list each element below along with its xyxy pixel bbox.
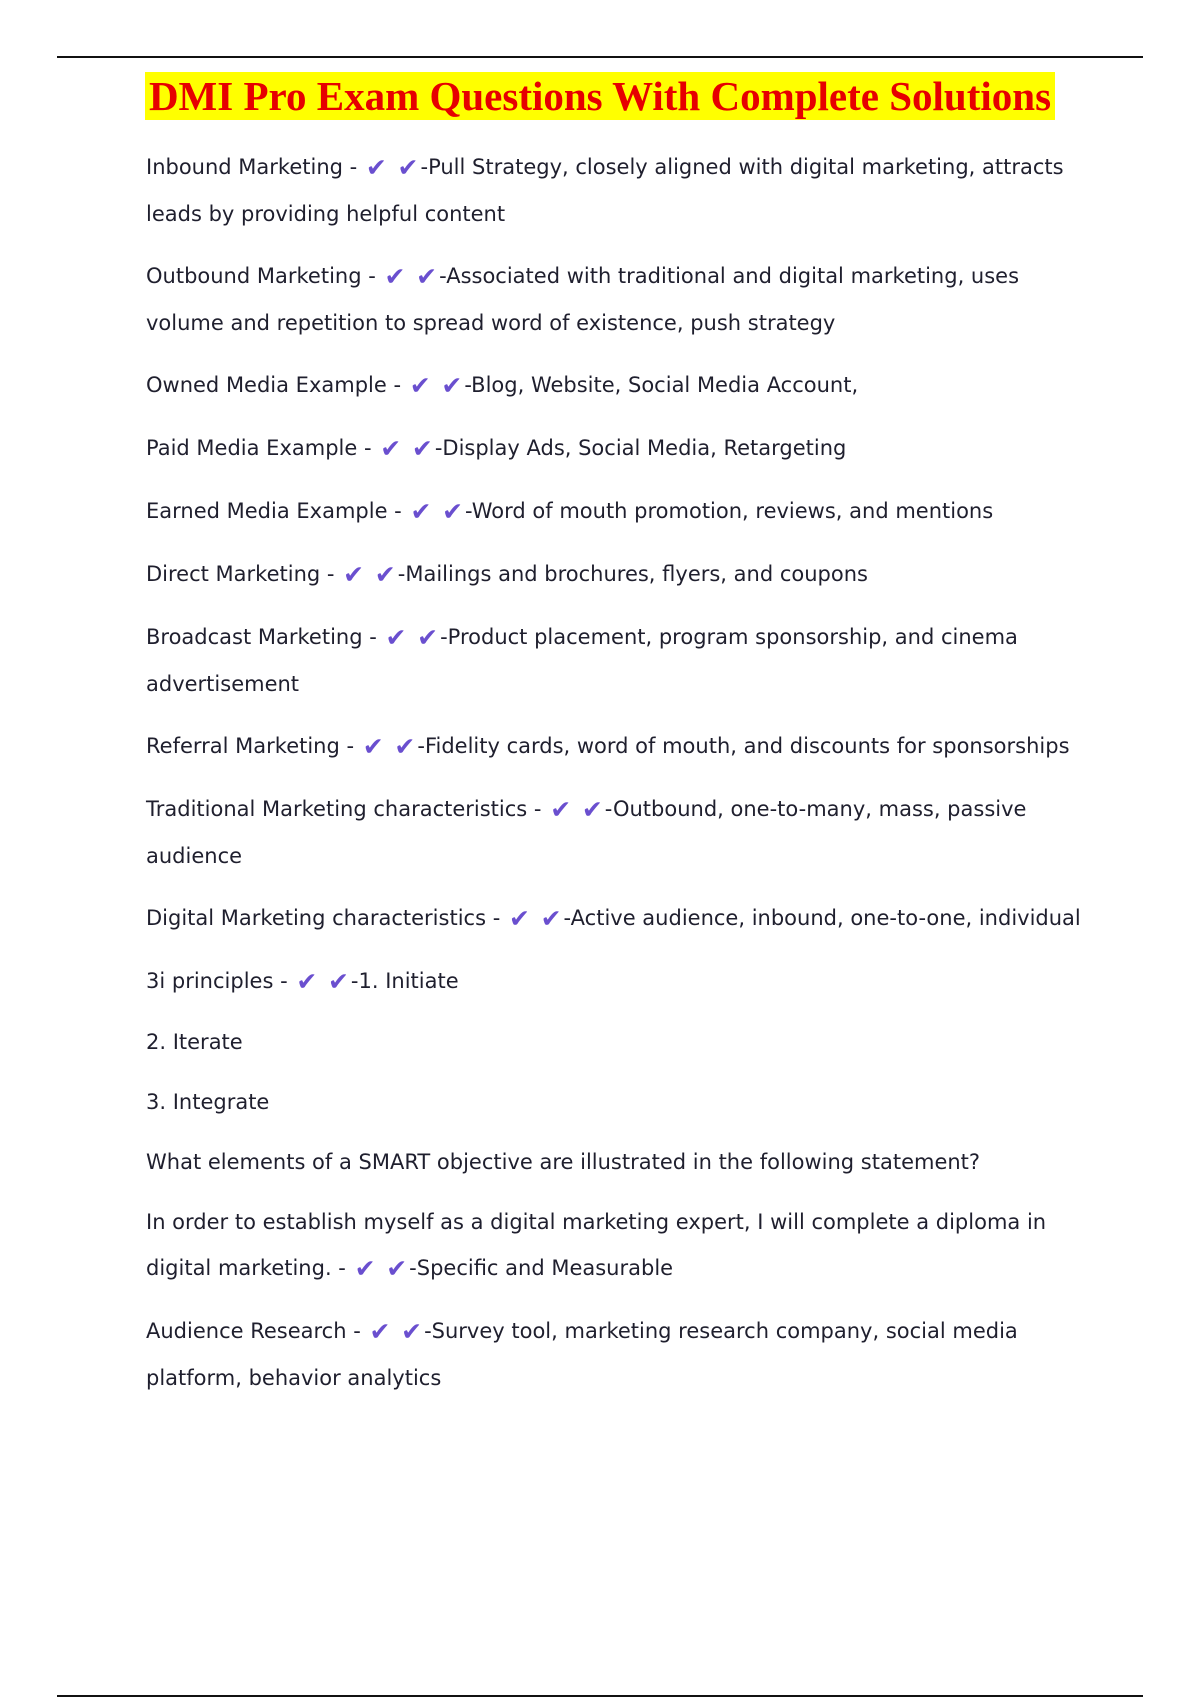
checkmark-icon: ✔	[508, 904, 530, 933]
entry-term: 3i principles	[146, 969, 274, 993]
entry-term: Earned Media Example	[146, 499, 388, 523]
entry-term: Paid Media Example	[146, 436, 358, 460]
checkmark-icon: ✔	[385, 623, 407, 652]
qa-entry: Earned Media Example - ✔ ✔-Word of mouth promotion, reviews, and mentions	[146, 488, 1096, 535]
entry-answer: Pull Strategy, closely aligned with digital marketing, attracts leads by providing helpful content	[146, 155, 1064, 226]
checkmark-icon: ✔	[384, 262, 406, 291]
checkmark-icon: ✔	[397, 153, 419, 182]
entry-answer: 1. Initiate	[358, 969, 459, 993]
qa-entry: 3i principles - ✔ ✔-1. Initiate	[146, 958, 1096, 1005]
checkmark-icon: ✔	[354, 1254, 376, 1283]
entry-answer: Survey tool, marketing research company, social media platform, behavior analytics	[146, 1319, 1018, 1390]
checkmark-icon: ✔	[442, 497, 464, 526]
entry-answer: Mailings and brochures, flyers, and coupons	[405, 562, 868, 586]
checkmark-icon: ✔	[581, 795, 603, 824]
entry-answer: Associated with traditional and digital marketing, uses volume and repetition to spread word of existence, push strategy	[146, 264, 1020, 335]
qa-entry: Broadcast Marketing - ✔ ✔-Product placement, program sponsorship, and cinema advertisement	[146, 614, 1096, 707]
qa-entry: Referral Marketing - ✔ ✔-Fidelity cards, word of mouth, and discounts for sponsorships	[146, 723, 1096, 770]
qa-entry: In order to establish myself as a digital marketing expert, I will complete a diploma in digital marketing. - ✔ ✔-Specific and Measurable	[146, 1199, 1096, 1292]
entry-term: Referral Marketing	[146, 734, 340, 758]
entry-term: Direct Marketing	[146, 562, 321, 586]
entry-answer: Fidelity cards, word of mouth, and discounts for sponsorships	[424, 734, 1070, 758]
entry-term: Owned Media Example	[146, 373, 387, 397]
checkmark-icon: ✔	[365, 153, 387, 182]
qa-entry: Paid Media Example - ✔ ✔-Display Ads, Social Media, Retargeting	[146, 425, 1096, 472]
entry-term: In order to establish myself as a digital marketing expert, I will complete a diploma in digital marketing.	[146, 1210, 1047, 1280]
qa-entry: Owned Media Example - ✔ ✔-Blog, Website, Social Media Account,	[146, 362, 1096, 409]
checkmark-icon: ✔	[416, 262, 438, 291]
entry-answer: Display Ads, Social Media, Retargeting	[442, 436, 847, 460]
qa-entry: Inbound Marketing - ✔ ✔-Pull Strategy, closely aligned with digital marketing, attracts leads by providing helpful content	[146, 144, 1096, 237]
checkmark-icon: ✔	[394, 732, 416, 761]
checkmark-icon: ✔	[417, 623, 439, 652]
entry-answer: Word of mouth promotion, reviews, and mentions	[471, 499, 994, 523]
entry-answer: Product placement, program sponsorship, and cinema advertisement	[146, 625, 1018, 696]
checkmark-icon: ✔	[410, 497, 432, 526]
checkmark-icon: ✔	[369, 1317, 391, 1346]
entry-answer: Outbound, one-to-many, mass, passive audience	[146, 797, 1027, 868]
entry-answer: Blog, Website, Social Media Account,	[471, 373, 859, 397]
checkmark-icon: ✔	[386, 1254, 408, 1283]
checkmark-icon: ✔	[401, 1317, 423, 1346]
checkmark-icon: ✔	[550, 795, 572, 824]
checkmark-icon: ✔	[343, 560, 365, 589]
entry-term: Digital Marketing characteristics	[146, 906, 487, 930]
qa-entry: Direct Marketing - ✔ ✔-Mailings and brochures, flyers, and coupons	[146, 551, 1096, 598]
entry-answer: Specific and Measurable	[416, 1256, 674, 1280]
checkmark-icon: ✔	[374, 560, 396, 589]
list-line: 3. Integrate	[146, 1090, 270, 1114]
document-body	[146, 144, 1096, 1401]
title-container	[0, 72, 1200, 120]
checkmark-icon: ✔	[411, 434, 433, 463]
qa-entry: Traditional Marketing characteristics - ✔ ✔-Outbound, one-to-many, mass, passive audience	[146, 786, 1096, 879]
bottom-rule	[57, 1695, 1143, 1697]
checkmark-icon: ✔	[327, 967, 349, 996]
checkmark-icon: ✔	[296, 967, 318, 996]
entry-term: Traditional Marketing characteristics	[146, 797, 528, 821]
qa-entry: Digital Marketing characteristics - ✔ ✔-Active audience, inbound, one-to-one, individual	[146, 895, 1096, 942]
checkmark-icon: ✔	[540, 904, 562, 933]
list-line: 2. Iterate	[146, 1030, 243, 1054]
smart-question: What elements of a SMART objective are illustrated in the following statement?	[146, 1150, 981, 1174]
checkmark-icon: ✔	[409, 371, 431, 400]
qa-entry: Outbound Marketing - ✔ ✔-Associated with traditional and digital marketing, uses volume and repetition to spread word of existence, push strategy	[146, 253, 1096, 346]
top-rule	[57, 56, 1143, 58]
entry-answer: Active audience, inbound, one-to-one, individual	[570, 906, 1081, 930]
entry-term: Broadcast Marketing	[146, 625, 363, 649]
checkmark-icon: ✔	[380, 434, 402, 463]
qa-entry: Audience Research - ✔ ✔-Survey tool, marketing research company, social media platform, behavior analytics	[146, 1308, 1096, 1401]
entry-term: Audience Research	[146, 1319, 347, 1343]
entry-term: Outbound Marketing	[146, 264, 362, 288]
checkmark-icon: ✔	[362, 732, 384, 761]
document-title: DMI Pro Exam Questions With Complete Solutions	[145, 72, 1055, 120]
checkmark-icon: ✔	[441, 371, 463, 400]
entry-term: Inbound Marketing	[146, 155, 343, 179]
